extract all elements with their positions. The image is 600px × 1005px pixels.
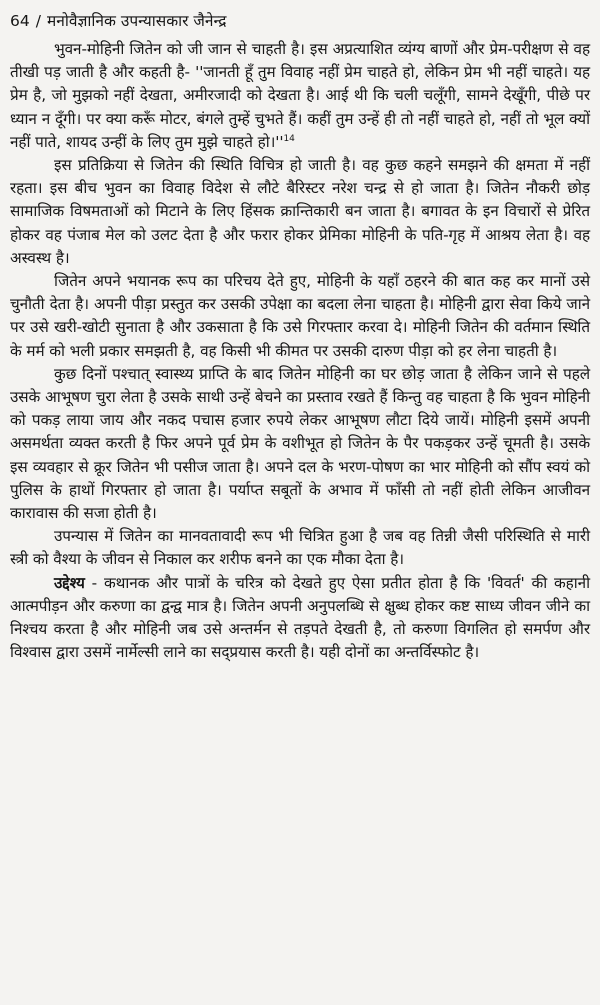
paragraph-4	[10, 363, 590, 525]
paragraph-5	[10, 525, 590, 571]
paragraph-text: उपन्यास में जितेन का मानवतावादी रूप भी चित्रित हुआ है जब वह तिन्नी जैसी परिस्थिति से मारी स्त्री को वैश्या के जीवन से निकाल कर शरीफ बनने का एक मौका देता है।	[10, 527, 590, 569]
paragraph-text: जितेन अपने भयानक रूप का परिचय देते हुए, मोहिनी के यहाँ ठहरने की बात कह कर मानों उसे चुनौती देता है। अपनी पीड़ा प्रस्तुत कर उसकी उपेक्षा का बदला लेना चाहता है। मोहिनी द्वारा सेवा किये जाने पर उसे खरी-खोटी सुनाता है और उकसाता है कि उसे गिरफ्तार करवा दे। मोहिनी जितेन की वर्तमान स्थिति के मर्म को भली प्रकार समझती है, वह किसी भी कीमत पर उसकी दारुण पीड़ा को हर लेना चाहती है।	[10, 272, 590, 360]
footnote-reference: 14	[283, 133, 295, 144]
paragraph-text: भुवन-मोहिनी जितेन को जी जान से चाहती है। इस अप्रत्याशित व्यंग्य बाणों और प्रेम-परीक्षण से वह तीखी पड़ जाती है और कहती है- ''जानती हूँ तुम विवाह नहीं प्रेम चाहते हो, लेकिन प्रेम भी नहीं चाहते। यह प्रेम है, जो मुझको नहीं देखता, अमीरजादी को देखता है। आई थी कि चली चलूँगी, सामने देखूँगी, पीछे पर ध्यान न दूँगी। पर क्या करूँ मोटर, बंगले तुम्हें चुभते हैं। कहीं तुम उन्हें ही तो नहीं चाहते हो, नहीं तो भूल क्यों नहीं पाते, शायद उन्हीं के लिए तुम मुझे चाहते हो।''	[10, 40, 590, 151]
paragraph-text: कुछ दिनों पश्चात् स्वास्थ्य प्राप्ति के बाद जितेन मोहिनी का घर छोड़ जाता है लेकिन जाने से पहले उसके आभूषण चुरा लेता है उसके साथी उन्हें बेचने का प्रस्ताव रखते हैं किन्तु वह चाहता है कि भुवन मोहिनी को पकड़ लाया जाय और नकद पचास हजार रुपये लेकर आभूषण लौटा दिये जायें। मोहिनी इसमें अपनी असमर्थता व्यक्त करती है फिर अपने पूर्व प्रेम के वशीभूत हो जितेन के पैर पकड़कर उन्हें चूमती है। उसके इस व्यवहार से क्रूर जितेन भी पसीज जाता है। अपने दल के भरण-पोषण का भार मोहिनी को सौंप स्वयं को पुलिस के हाथों गिरफ्तार हो जाता है। पर्याप्त सबूतों के अभाव में फाँसी तो नहीं होती लेकिन आजीवन कारावास की सजा होती है।	[10, 364, 590, 523]
book-title: मनोवैज्ञानिक उपन्यासकार जैनेन्द्र	[46, 12, 227, 30]
paragraph-3	[10, 270, 590, 363]
paragraph-6	[10, 572, 590, 665]
header-separator: /	[35, 12, 41, 30]
section-heading: उद्देश्य	[54, 573, 85, 592]
paragraph-2	[10, 154, 590, 270]
paragraph-1	[10, 38, 590, 154]
paragraph-text: - कथानक और पात्रों के चरित्र को देखते हुए ऐसा प्रतीत होता है कि 'विवर्त' की कहानी आत्मपीड़न और करुणा का द्वन्द्व मात्र है। जितेन अपनी अनुपलब्धि से क्षुब्ध होकर कष्ट साध्य जीवन जीने का निश्चय करता है और मोहिनी जब उसे अन्तर्मन से तड़पते देखती है, तो करुणा विगलित हो समर्पण और विश्वास द्वारा उसमें नार्मेल्सी लाने का सद्प्रयास करती है। यही दोनों का अन्तर्विस्फोट है।	[10, 573, 590, 662]
paragraph-text: इस प्रतिक्रिया से जितेन की स्थिति विचित्र हो जाती है। वह कुछ कहने समझने की क्षमता में नहीं रहता। इस बीच भुवन का विवाह विदेश से लौटे बैरिस्टर नरेश चन्द्र से हो जाता है। जितेन नौकरी छोड़ सामाजिक विषमताओं को मिटाने के लिए हिंसक क्रान्तिकारी बन जाता है। बगावत के इन विचारों से प्रेरित होकर वह पंजाब मेल को उलट देता है और फरार होकर प्रेमिका मोहिनी के पति-गृह में आश्रय लेता है। वह अस्वस्थ है।	[10, 156, 590, 267]
running-header	[10, 10, 590, 32]
page-number: 64	[10, 12, 30, 30]
